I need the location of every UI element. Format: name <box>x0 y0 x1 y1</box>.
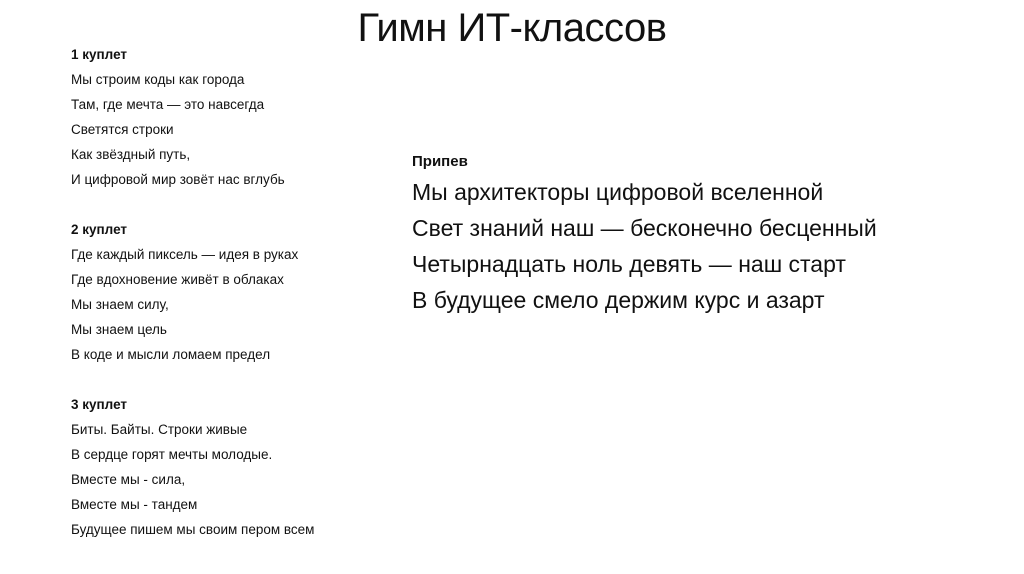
slide-title: Гимн ИТ-классов <box>357 6 667 50</box>
verse-line: Будущее пишем мы своим пером всем <box>71 522 315 537</box>
verse-line: Там, где мечта — это навсегда <box>71 97 265 112</box>
chorus-line: Свет знаний наш — бесконечно бесценный <box>412 215 877 241</box>
verse-line: И цифровой мир зовёт нас вглубь <box>71 172 285 187</box>
chorus-line: Мы архитекторы цифровой вселенной <box>412 179 824 205</box>
chorus-line: В будущее смело держим курс и азарт <box>412 287 825 313</box>
verse-line: Где каждый пиксель — идея в руках <box>71 247 299 262</box>
verses-column <box>71 42 411 567</box>
chorus-heading: Припев <box>412 153 468 170</box>
verse-line: Мы знаем цель <box>71 322 167 337</box>
verse-line: В коде и мысли ломаем предел <box>71 347 271 362</box>
verse-line: Биты. Байты. Строки живые <box>71 422 248 437</box>
verse-line: Мы строим коды как города <box>71 72 245 87</box>
verse-line: Светятся строки <box>71 122 174 137</box>
verse-2 <box>71 217 411 367</box>
verse-3 <box>71 392 411 542</box>
verse-line: Вместе мы - сила, <box>71 472 186 487</box>
verse-heading: 3 куплет <box>71 397 128 412</box>
verse-heading: 2 куплет <box>71 222 128 237</box>
chorus-block <box>412 150 1012 318</box>
verse-line: В сердце горят мечты молодые. <box>71 447 273 462</box>
verse-line: Как звёздный путь, <box>71 147 191 162</box>
verse-line: Где вдохновение живёт в облаках <box>71 272 284 287</box>
chorus-line: Четырнадцать ноль девять — наш старт <box>412 251 846 277</box>
verse-heading: 1 куплет <box>71 47 128 62</box>
verse-line: Мы знаем силу, <box>71 297 169 312</box>
verse-line: Вместе мы - тандем <box>71 497 198 512</box>
verse-1 <box>71 42 411 192</box>
